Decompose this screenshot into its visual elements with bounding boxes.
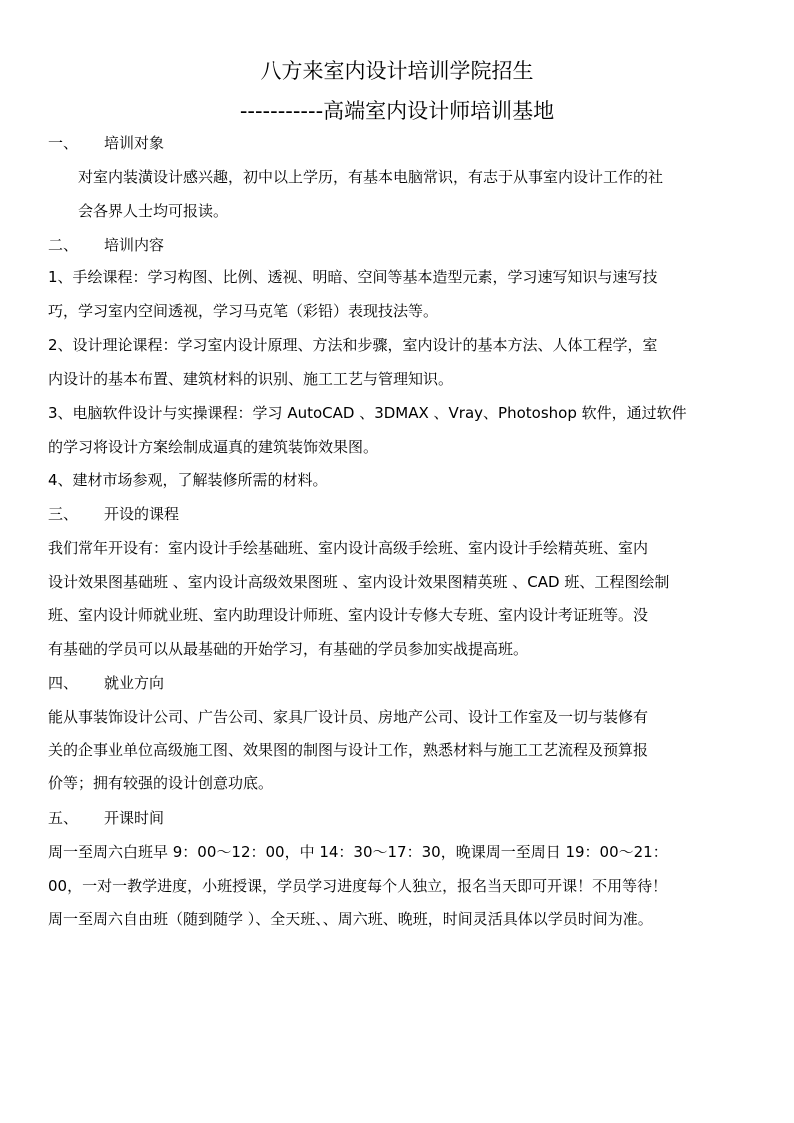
paragraph-line: 巧，学习室内空间透视，学习马克笔（彩铅）表现技法等。: [48, 302, 439, 320]
section-heading-3: [48, 504, 179, 524]
paragraph-line: 周一至周六自由班（随到随学 ）、全天班、、周六班、晚班，时间灵活具体以学员时间为准。: [48, 910, 653, 928]
section-title: 开设的课程: [104, 505, 180, 523]
paragraph-line: 我们常年开设有：室内设计手绘基础班、室内设计高级手绘班、室内设计手绘精英班、室内: [48, 539, 649, 557]
paragraph-line: 周一至周六白班早 9：00～12：00，中 14：30～17：30，晚课周一至周日 19：00～21：: [48, 843, 668, 861]
section-heading-4: [48, 673, 164, 693]
paragraph-line: 设计效果图基础班 、室内设计高级效果图班 、室内设计效果图精英班 、CAD 班、工程图绘制: [48, 573, 670, 591]
section-number: 五、: [48, 809, 79, 827]
paragraph-line: 有基础的学员可以从最基础的开始学习，有基础的学员参加实战提高班。: [48, 640, 529, 658]
section-number: 四、: [48, 674, 79, 692]
section-number: 一、: [48, 134, 79, 152]
paragraph-line: 会各界人士均可报读。: [78, 202, 229, 220]
section-heading-5: [48, 808, 164, 828]
section-title: 培训内容: [104, 236, 165, 254]
section-number: 二、: [48, 236, 79, 254]
paragraph-line: 4、建材市场参观，了解装修所需的材料。: [48, 471, 328, 489]
section-title: 培训对象: [104, 134, 165, 152]
section-number: 三、: [48, 505, 79, 523]
paragraph-line: 价等；拥有较强的设计创意功底。: [48, 774, 274, 792]
paragraph-line: 的学习将设计方案绘制成逼真的建筑装饰效果图。: [48, 438, 379, 456]
paragraph-line: 00，一对一教学进度，小班授课，学员学习进度每个人独立，报名当天即可开课！不用等待！: [48, 877, 668, 895]
section-title: 开课时间: [104, 809, 165, 827]
section-heading-1: [48, 133, 164, 153]
paragraph-line: 内设计的基本布置、建筑材料的识别、施工工艺与管理知识。: [48, 370, 454, 388]
section-heading-2: [48, 235, 164, 255]
document-subtitle: -----------高端室内设计师培训基地: [239, 99, 555, 123]
paragraph-line: 3、电脑软件设计与实操课程：学习 AutoCAD 、3DMAX 、Vray、Photoshop 软件，通过软件: [48, 404, 687, 422]
paragraph-line: 2、设计理论课程：学习室内设计原理、方法和步骤，室内设计的基本方法、人体工程学，室: [48, 336, 658, 354]
paragraph-line: 1、手绘课程：学习构图、比例、透视、明暗、空间等基本造型元素，学习速写知识与速写技: [48, 268, 658, 286]
paragraph-line: 对室内装潢设计感兴趣，初中以上学历，有基本电脑常识，有志于从事室内设计工作的社: [78, 168, 664, 186]
section-title: 就业方向: [104, 674, 165, 692]
paragraph-line: 能从事装饰设计公司、广告公司、家具厂设计员、房地产公司、设计工作室及一切与装修有: [48, 708, 649, 726]
paragraph-line: 关的企事业单位高级施工图、效果图的制图与设计工作，熟悉材料与施工工艺流程及预算报: [48, 741, 649, 759]
paragraph-line: 班、室内设计师就业班、室内助理设计师班、室内设计专修大专班、室内设计考证班等。没: [48, 606, 649, 624]
document-title: 八方来室内设计培训学院招生: [260, 59, 534, 83]
